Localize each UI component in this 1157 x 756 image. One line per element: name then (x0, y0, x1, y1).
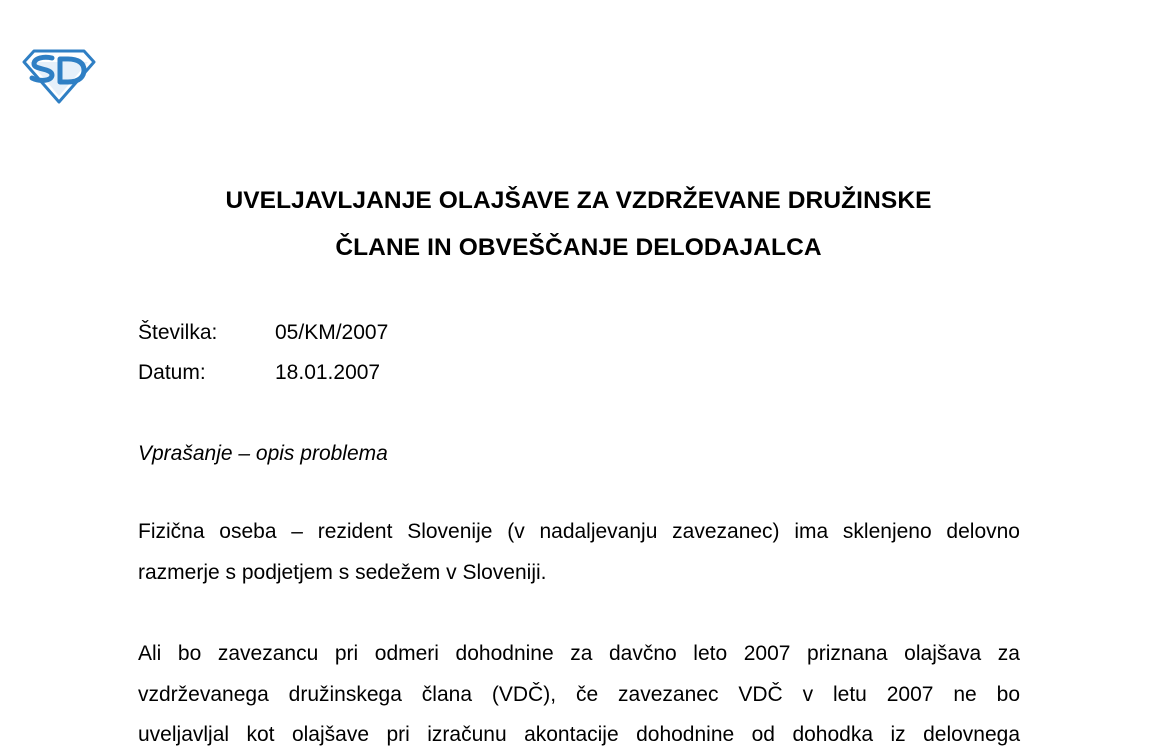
paragraph-2-line: uveljavljal kot olajšave pri izračunu akontacije dohodnine od dohodka iz delovnega (138, 723, 1020, 746)
paragraph-2-line: vzdrževanega družinskega člana (VDČ), če zavezanec VDČ v letu 2007 ne bo (138, 682, 1020, 706)
paragraph-1-line: razmerje s podjetjem s sedežem v Sloveniji. (138, 560, 547, 584)
number-label: Številka: (138, 321, 218, 344)
number-value: 05/KM/2007 (275, 321, 389, 344)
date-row (138, 362, 380, 383)
document-title-line-1: UVELJAVLJANJE OLAJŠAVE ZA VZDRŽEVANE DRUŽINSKE (225, 187, 932, 214)
paragraph-1 (138, 512, 1020, 593)
date-label: Datum: (138, 361, 206, 384)
sd-logo-icon (22, 48, 96, 104)
date-value: 18.01.2007 (275, 361, 381, 384)
document-title-line-2: ČLANE IN OBVEŠČANJE DELODAJALCA (335, 234, 822, 261)
section-heading: Vprašanje – opis problema (138, 442, 388, 465)
paragraph-2-line: Ali bo zavezancu pri odmeri dohodnine za davčno leto 2007 priznana olajšava za (138, 642, 1020, 665)
paragraph-1-line: Fizična oseba – rezident Slovenije (v nadaljevanju zavezanec) ima sklenjeno delovno (138, 520, 1020, 543)
paragraph-2 (138, 634, 1020, 756)
number-row (138, 322, 388, 343)
